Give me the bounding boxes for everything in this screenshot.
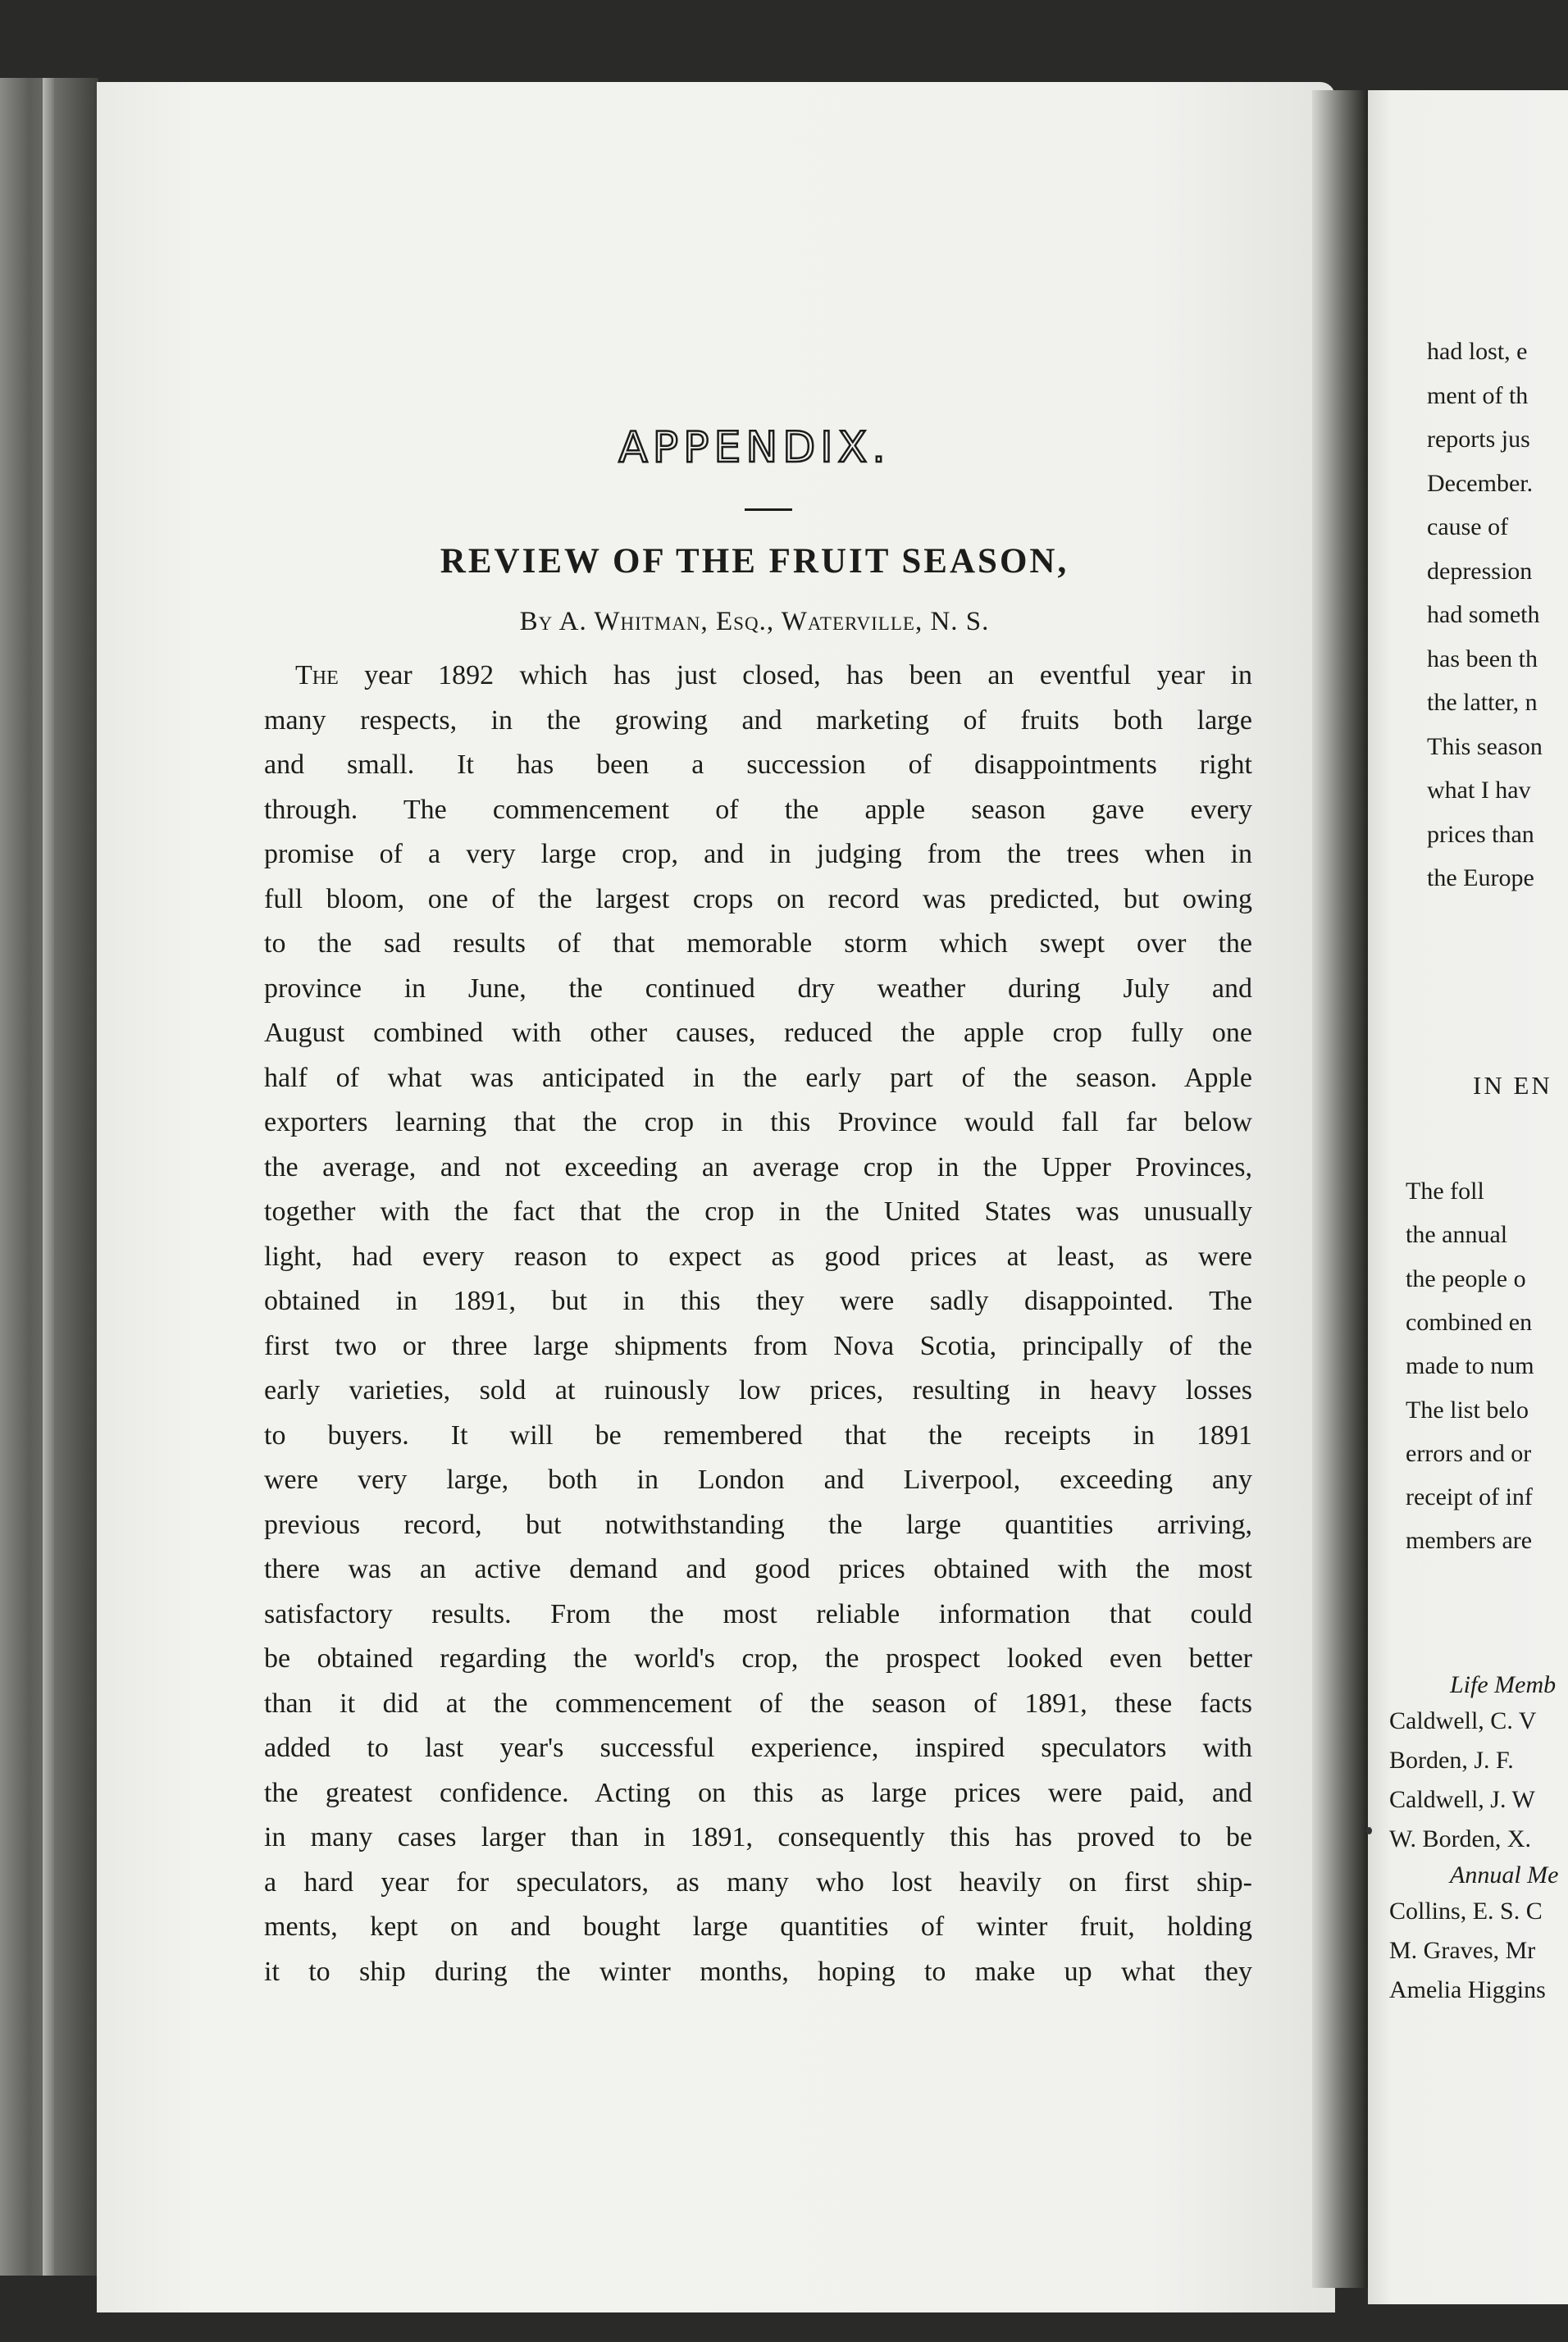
body-line: obtained in 1891, but in this they were sadly disappointed. The: [264, 1286, 1252, 1316]
right-page-line: receipt of inf: [1406, 1483, 1533, 1511]
right-page-line: made to num: [1406, 1352, 1534, 1380]
right-page-line: depression: [1427, 557, 1533, 585]
body-line: were very large, both in London and Liverpool, exceeding any: [264, 1465, 1252, 1495]
body-line: be obtained regarding the world's crop, the prospect looked even better: [264, 1643, 1252, 1674]
body-line: previous record, but notwithstanding the large quantities arriving,: [264, 1509, 1252, 1540]
right-page-line: what I hav: [1427, 777, 1531, 804]
right-page: [1368, 90, 1568, 2304]
body-line: a hard year for speculators, as many who lost heavily on first ship-: [264, 1866, 1252, 1898]
body-line: August combined with other causes, reduced the apple crop fully one: [264, 1018, 1252, 1048]
right-page-line: the annual: [1406, 1221, 1508, 1249]
ink-speck: [1366, 1827, 1372, 1834]
life-member-entry: W. Borden, X.: [1389, 1825, 1532, 1852]
body-line: first two or three large shipments from Nova Scotia, principally of the: [264, 1330, 1252, 1361]
body-line: to the sad results of that memorable storm which swept over the: [264, 928, 1252, 959]
body-line: full bloom, one of the largest crops on record was predicted, but owing: [264, 883, 1252, 914]
body-line: through. The commencement of the apple season gave every: [264, 794, 1252, 825]
life-member-entry: Borden, J. F.: [1389, 1747, 1514, 1774]
body-line: The year 1892 which has just closed, has been an eventful year in: [295, 660, 1252, 690]
heading-rule: [745, 508, 792, 511]
body-line: together with the fact that the crop in the United States was unusually: [264, 1196, 1252, 1227]
body-line: and small. It has been a succession of disappointments right: [264, 750, 1252, 780]
body-line: early varieties, sold at ruinously low prices, resulting in heavy losses: [264, 1375, 1252, 1406]
right-page-line: had someth: [1427, 601, 1540, 628]
right-page-line: the people o: [1406, 1264, 1526, 1292]
body-line: many respects, in the growing and marketing of fruits both large: [264, 704, 1252, 736]
body-line: than it did at the commencement of the season of 1891, these facts: [264, 1688, 1252, 1719]
article-title: REVIEW OF THE FRUIT SEASON,: [440, 542, 1069, 581]
body-line: satisfactory results. From the most reliable information that could: [264, 1598, 1252, 1629]
article-byline: By A. Whitman, Esq., Waterville, N. S.: [519, 607, 990, 636]
body-line: it to ship during the winter months, hoping to make up what they: [264, 1956, 1252, 1987]
annual-member-entry: Collins, E. S. C: [1389, 1898, 1543, 1925]
life-member-entry: Caldwell, C. V: [1389, 1707, 1537, 1734]
body-line: province in June, the continued dry weather during July and: [264, 973, 1252, 1004]
right-page-heading: IN EN: [1473, 1071, 1552, 1100]
right-page-line: had lost, e: [1427, 338, 1528, 365]
annual-member-entry: Amelia Higgins: [1389, 1976, 1546, 2003]
right-page-line: members are: [1406, 1527, 1533, 1555]
body-line: added to last year's successful experience, inspired speculators with: [264, 1733, 1252, 1763]
annual-member-entry: M. Graves, Mr: [1389, 1937, 1536, 1964]
body-line: in many cases larger than in 1891, consequently this has proved to be: [264, 1822, 1252, 1852]
body-line: light, had every reason to expect as good prices at least, as were: [264, 1241, 1252, 1272]
body-line: ments, kept on and bought large quantities of winter fruit, holding: [264, 1911, 1252, 1942]
appendix-heading: APPENDIX.: [618, 423, 891, 472]
body-line: there was an active demand and good prices obtained with the most: [264, 1554, 1252, 1584]
life-members-label: Life Memb: [1450, 1671, 1557, 1698]
right-page-line: prices than: [1427, 820, 1534, 848]
right-page-line: combined en: [1406, 1308, 1533, 1336]
right-page-line: reports jus: [1427, 426, 1530, 453]
right-page-line: The list belo: [1406, 1396, 1529, 1424]
body-line: exporters learning that the crop in this Province would fall far below: [264, 1107, 1252, 1137]
first-word: The: [295, 660, 339, 690]
right-page-line: errors and or: [1406, 1439, 1532, 1467]
right-page-line: the latter, n: [1427, 689, 1538, 716]
article-body: [264, 654, 1252, 1994]
body-line: the average, and not exceeding an average crop in the Upper Provinces,: [264, 1151, 1252, 1182]
book-gutter: [1312, 90, 1370, 2288]
annual-members-label: Annual Me: [1450, 1861, 1559, 1889]
right-page-line: the Europe: [1427, 864, 1534, 891]
right-page-line: This season: [1427, 732, 1543, 760]
body-line: promise of a very large crop, and in judging from the trees when in: [264, 839, 1252, 869]
body-line: to buyers. It will be remembered that the receipts in 1891: [264, 1419, 1252, 1451]
right-page-line: has been th: [1427, 645, 1538, 672]
body-line: half of what was anticipated in the early part of the season. Apple: [264, 1062, 1252, 1093]
body-line: the greatest confidence. Acting on this as large prices were paid, and: [264, 1777, 1252, 1808]
right-page-line: ment of th: [1427, 381, 1529, 409]
life-member-entry: Caldwell, J. W: [1389, 1786, 1535, 1813]
right-page-line: December.: [1427, 469, 1534, 497]
right-page-line: The foll: [1406, 1178, 1484, 1205]
right-page-line: cause of: [1427, 513, 1509, 540]
spine-edge: [43, 78, 54, 2276]
